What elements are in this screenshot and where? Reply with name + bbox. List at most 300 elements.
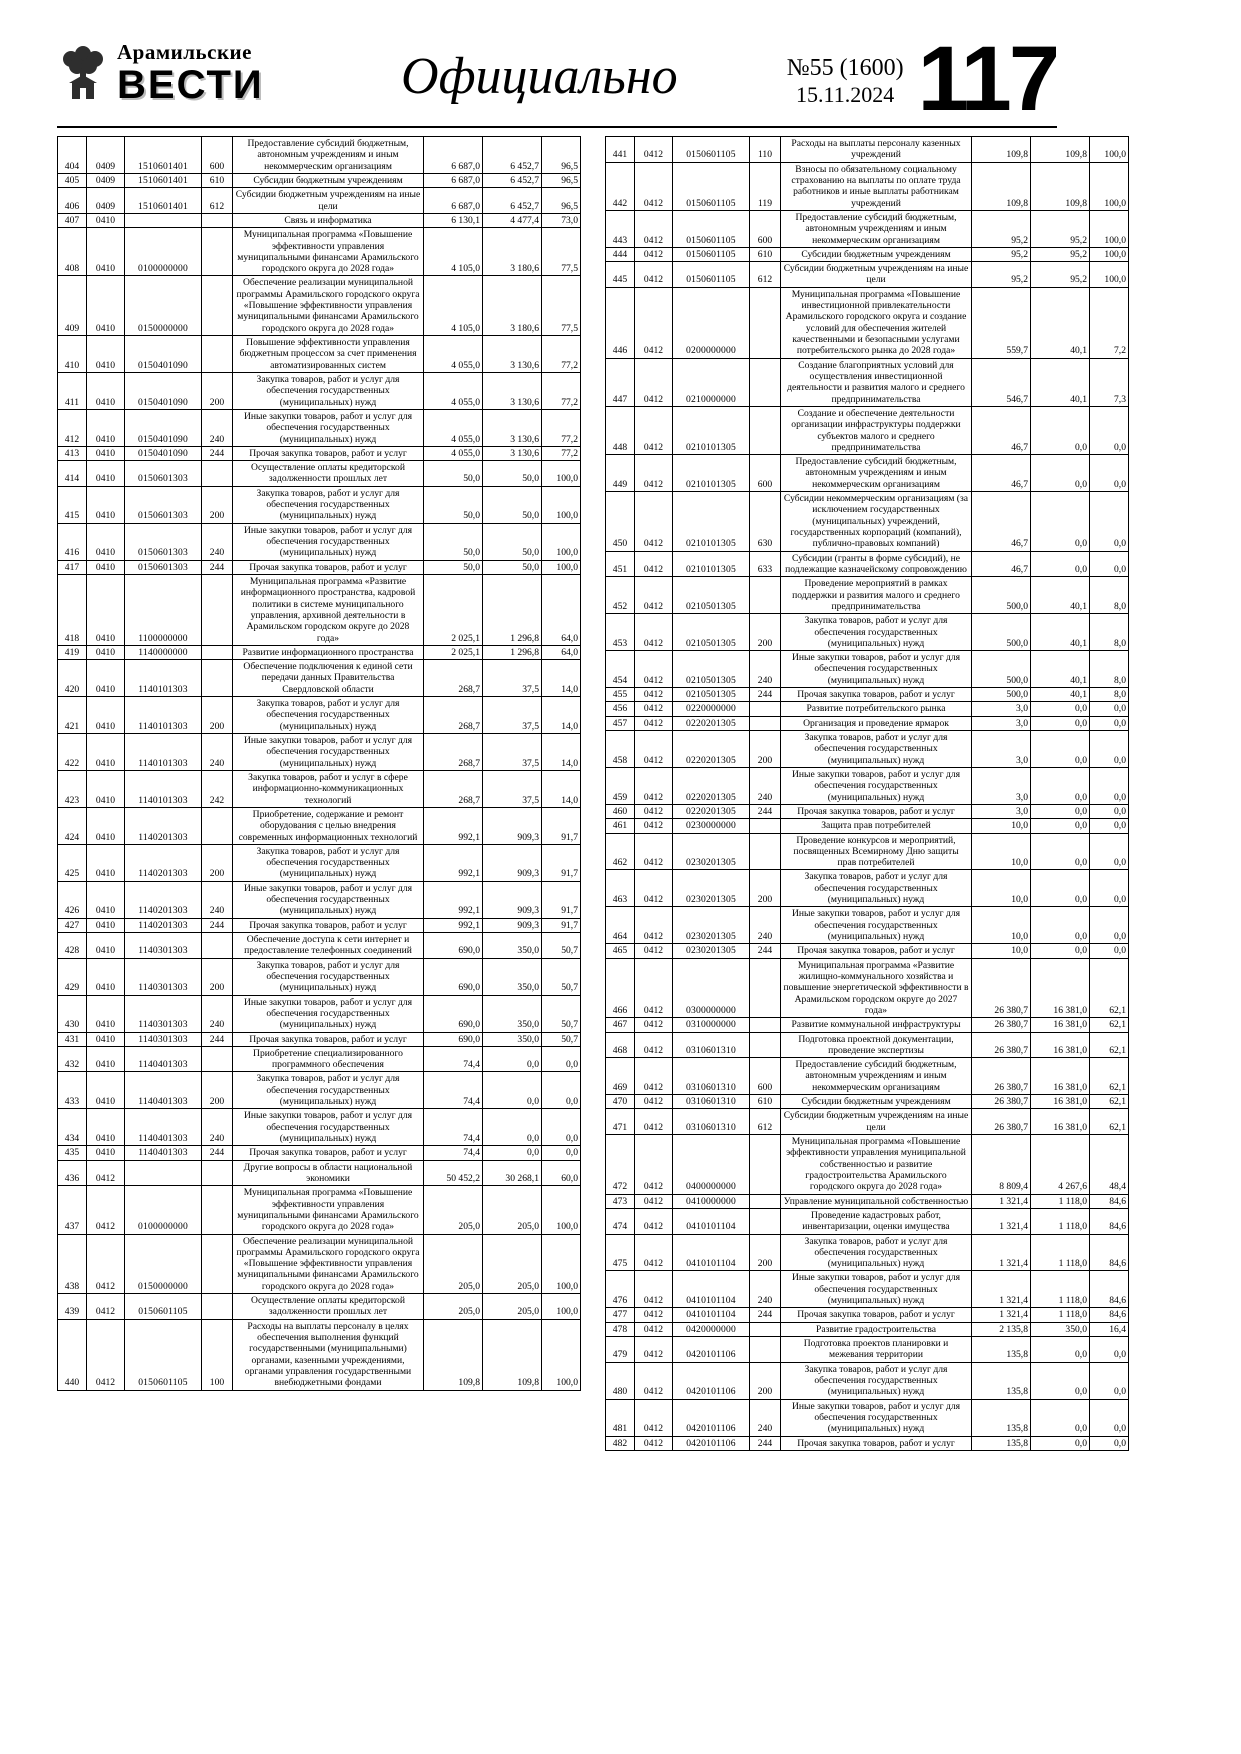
- target-article-cell: 1510601401: [125, 137, 202, 174]
- expense-type-cell: [202, 336, 233, 373]
- percent-cell: 50,7: [542, 1032, 581, 1046]
- plan-value-cell: 6 687,0: [424, 173, 483, 187]
- row-number-cell: 417: [58, 560, 87, 574]
- expense-type-cell: 612: [202, 188, 233, 214]
- expense-type-cell: [750, 358, 781, 406]
- plan-value-cell: 268,7: [424, 770, 483, 807]
- target-article-cell: 1510601401: [125, 188, 202, 214]
- row-number-cell: 456: [606, 702, 635, 716]
- plan-value-cell: 50,0: [424, 461, 483, 487]
- plan-value-cell: 46,7: [972, 455, 1031, 492]
- direction-name-cell: Создание и обеспечение деятельности организации инфраструктуры поддержки субъектов малого и среднего предпринимательства: [781, 406, 972, 454]
- section-code-cell: 0412: [635, 162, 673, 210]
- expense-type-cell: [750, 1337, 781, 1363]
- direction-name-cell: Защита прав потребителей: [781, 819, 972, 833]
- expense-type-cell: 200: [202, 1072, 233, 1109]
- section-code-cell: 0412: [635, 702, 673, 716]
- budget-table-left: [57, 136, 581, 1391]
- table-row: [606, 1135, 1129, 1195]
- fact-value-cell: 37,5: [483, 734, 542, 771]
- table-row: [58, 1294, 581, 1320]
- table-row: [58, 995, 581, 1032]
- table-row: [58, 1072, 581, 1109]
- row-number-cell: 438: [58, 1234, 87, 1294]
- target-article-cell: 0210501305: [673, 577, 750, 614]
- direction-name-cell: Иные закупки товаров, работ и услуг для обеспечения государственных (муниципальных) нужд: [233, 734, 424, 771]
- section-code-cell: 0410: [87, 372, 125, 409]
- percent-cell: 100,0: [542, 486, 581, 523]
- row-number-cell: 410: [58, 336, 87, 373]
- expense-type-cell: 244: [750, 688, 781, 702]
- expense-type-cell: 244: [750, 944, 781, 958]
- row-number-cell: 420: [58, 660, 87, 697]
- table-row: [58, 660, 581, 697]
- percent-cell: 77,2: [542, 409, 581, 446]
- percent-cell: 62,1: [1090, 1109, 1129, 1135]
- table-row: [606, 455, 1129, 492]
- row-number-cell: 429: [58, 958, 87, 995]
- table-row: [606, 137, 1129, 163]
- section-code-cell: 0410: [87, 1032, 125, 1046]
- plan-value-cell: 3,0: [972, 767, 1031, 804]
- plan-value-cell: 109,8: [972, 137, 1031, 163]
- fact-value-cell: 50,0: [483, 461, 542, 487]
- direction-name-cell: Закупка товаров, работ и услуг для обеспечения государственных (муниципальных) нужд: [233, 844, 424, 881]
- expense-type-cell: 240: [202, 409, 233, 446]
- direction-name-cell: Расходы на выплаты персоналу в целях обеспечения выполнения функций государственными (муниципальными) органами, казенными учреждениями, органами управления государственными внебюджетными фондами: [233, 1319, 424, 1390]
- direction-name-cell: Муниципальная программа «Повышение эффективности управления муниципальными финансами Арамильского городского округа до 2028 года»: [233, 1186, 424, 1234]
- percent-cell: 84,6: [1090, 1208, 1129, 1234]
- section-code-cell: 0412: [635, 767, 673, 804]
- plan-value-cell: 46,7: [972, 406, 1031, 454]
- expense-type-cell: 244: [750, 804, 781, 818]
- target-article-cell: 1140101303: [125, 770, 202, 807]
- expense-type-cell: [202, 807, 233, 844]
- expense-type-cell: 200: [202, 486, 233, 523]
- expense-type-cell: 100: [202, 1319, 233, 1390]
- direction-name-cell: Закупка товаров, работ и услуг для обеспечения государственных (муниципальных) нужд: [233, 486, 424, 523]
- table-row: [606, 1234, 1129, 1271]
- table-row: [606, 1194, 1129, 1208]
- target-article-cell: 0300000000: [673, 958, 750, 1018]
- row-number-cell: 426: [58, 881, 87, 918]
- percent-cell: 7,2: [1090, 287, 1129, 358]
- expense-type-cell: [202, 574, 233, 645]
- plan-value-cell: 1 321,4: [972, 1308, 1031, 1322]
- direction-name-cell: Проведение конкурсов и мероприятий, посвященных Всемирному Дню защиты прав потребителей: [781, 833, 972, 870]
- plan-value-cell: 4 105,0: [424, 228, 483, 276]
- row-number-cell: 480: [606, 1362, 635, 1399]
- expense-type-cell: 240: [750, 1271, 781, 1308]
- table-row: [58, 173, 581, 187]
- percent-cell: 0,0: [1090, 455, 1129, 492]
- direction-name-cell: Повышение эффективности управления бюджетным процессом за счет применения автоматизированных систем: [233, 336, 424, 373]
- target-article-cell: 0420101106: [673, 1399, 750, 1436]
- expense-type-cell: 244: [202, 918, 233, 932]
- section-code-cell: 0410: [87, 461, 125, 487]
- fact-value-cell: 0,0: [1031, 716, 1090, 730]
- target-article-cell: 1140301303: [125, 933, 202, 959]
- target-article-cell: 0220201305: [673, 767, 750, 804]
- fact-value-cell: 350,0: [483, 933, 542, 959]
- plan-value-cell: 10,0: [972, 870, 1031, 907]
- expense-type-cell: 240: [202, 734, 233, 771]
- table-row: [606, 1058, 1129, 1095]
- plan-value-cell: 500,0: [972, 577, 1031, 614]
- expense-type-cell: 610: [750, 1095, 781, 1109]
- section-code-cell: 0410: [87, 645, 125, 659]
- direction-name-cell: Другие вопросы в области национальной экономики: [233, 1160, 424, 1186]
- fact-value-cell: 109,8: [483, 1319, 542, 1390]
- target-article-cell: 0400000000: [673, 1135, 750, 1195]
- percent-cell: 91,7: [542, 807, 581, 844]
- direction-name-cell: Иные закупки товаров, работ и услуг для обеспечения государственных (муниципальных) нужд: [781, 1399, 972, 1436]
- direction-name-cell: Иные закупки товаров, работ и услуг для обеспечения государственных (муниципальных) нужд: [233, 409, 424, 446]
- plan-value-cell: 4 055,0: [424, 446, 483, 460]
- direction-name-cell: Организация и проведение ярмарок: [781, 716, 972, 730]
- expense-type-cell: 610: [202, 173, 233, 187]
- row-number-cell: 443: [606, 210, 635, 247]
- fact-value-cell: 50,0: [483, 560, 542, 574]
- fact-value-cell: 0,0: [483, 1109, 542, 1146]
- fact-value-cell: 909,3: [483, 844, 542, 881]
- row-number-cell: 453: [606, 614, 635, 651]
- percent-cell: 73,0: [542, 213, 581, 227]
- target-article-cell: 0230201305: [673, 944, 750, 958]
- percent-cell: 100,0: [542, 1319, 581, 1390]
- section-code-cell: 0409: [87, 188, 125, 214]
- percent-cell: 14,0: [542, 734, 581, 771]
- expense-type-cell: 244: [750, 1308, 781, 1322]
- fact-value-cell: 4 267,6: [1031, 1135, 1090, 1195]
- direction-name-cell: Иные закупки товаров, работ и услуг для обеспечения государственных (муниципальных) нужд: [233, 523, 424, 560]
- expense-type-cell: 240: [202, 1109, 233, 1146]
- fact-value-cell: 3 130,6: [483, 372, 542, 409]
- row-number-cell: 412: [58, 409, 87, 446]
- percent-cell: 14,0: [542, 770, 581, 807]
- expense-type-cell: [202, 1294, 233, 1320]
- expense-type-cell: [750, 1208, 781, 1234]
- fact-value-cell: 909,3: [483, 881, 542, 918]
- percent-cell: 100,0: [542, 560, 581, 574]
- header-divider: [57, 126, 1057, 128]
- plan-value-cell: 4 055,0: [424, 372, 483, 409]
- fact-value-cell: 0,0: [1031, 833, 1090, 870]
- percent-cell: 60,0: [542, 1160, 581, 1186]
- table-row: [58, 1186, 581, 1234]
- direction-name-cell: Развитие информационного пространства: [233, 645, 424, 659]
- section-code-cell: 0412: [635, 1337, 673, 1363]
- expense-type-cell: 200: [202, 844, 233, 881]
- expense-type-cell: [750, 1322, 781, 1336]
- plan-value-cell: 4 105,0: [424, 276, 483, 336]
- section-code-cell: 0410: [87, 446, 125, 460]
- expense-type-cell: 244: [202, 1146, 233, 1160]
- target-article-cell: 1140201303: [125, 807, 202, 844]
- percent-cell: 0,0: [542, 1109, 581, 1146]
- expense-type-cell: [202, 461, 233, 487]
- row-number-cell: 441: [606, 137, 635, 163]
- fact-value-cell: 30 268,1: [483, 1160, 542, 1186]
- section-code-cell: 0412: [635, 577, 673, 614]
- percent-cell: 0,0: [1090, 819, 1129, 833]
- plan-value-cell: 4 055,0: [424, 336, 483, 373]
- table-row: [58, 1234, 581, 1294]
- row-number-cell: 469: [606, 1058, 635, 1095]
- fact-value-cell: 40,1: [1031, 651, 1090, 688]
- percent-cell: 100,0: [542, 1186, 581, 1234]
- direction-name-cell: Субсидии бюджетным учреждениям на иные цели: [781, 1109, 972, 1135]
- expense-type-cell: 244: [202, 1032, 233, 1046]
- table-row: [58, 1032, 581, 1046]
- plan-value-cell: 74,4: [424, 1046, 483, 1072]
- expense-type-cell: [750, 1194, 781, 1208]
- target-article-cell: 0410101104: [673, 1308, 750, 1322]
- target-article-cell: 0150401090: [125, 446, 202, 460]
- target-article-cell: 0150601105: [673, 162, 750, 210]
- plan-value-cell: 74,4: [424, 1072, 483, 1109]
- fact-value-cell: 6 452,7: [483, 188, 542, 214]
- plan-value-cell: 95,2: [972, 210, 1031, 247]
- direction-name-cell: Подготовка проектов планировки и межевания территории: [781, 1337, 972, 1363]
- direction-name-cell: Предоставление субсидий бюджетным, автономным учреждениям и иным некоммерческим организациям: [781, 1058, 972, 1095]
- fact-value-cell: 3 130,6: [483, 446, 542, 460]
- plan-value-cell: 10,0: [972, 819, 1031, 833]
- percent-cell: 8,0: [1090, 577, 1129, 614]
- brand-name-top: Арамильские: [117, 40, 252, 64]
- row-number-cell: 468: [606, 1032, 635, 1058]
- percent-cell: 91,7: [542, 918, 581, 932]
- fact-value-cell: 0,0: [1031, 1399, 1090, 1436]
- plan-value-cell: 205,0: [424, 1294, 483, 1320]
- masthead: [57, 28, 1057, 130]
- percent-cell: 0,0: [1090, 870, 1129, 907]
- row-number-cell: 414: [58, 461, 87, 487]
- section-code-cell: 0412: [635, 819, 673, 833]
- table-row: [606, 833, 1129, 870]
- table-row: [606, 1308, 1129, 1322]
- expense-type-cell: 200: [750, 614, 781, 651]
- target-article-cell: 0150601303: [125, 461, 202, 487]
- section-code-cell: 0410: [87, 881, 125, 918]
- fact-value-cell: 16 381,0: [1031, 1032, 1090, 1058]
- direction-name-cell: Субсидии некоммерческим организациям (за исключением государственных (муниципальных) учреждений, государственных корпораций (компаний), публично-правовых компаний): [781, 492, 972, 552]
- direction-name-cell: Обеспечение реализации муниципальной программы Арамильского городского округа «Повышение эффективности управления муниципальными финансами Арамильского городского округа до 2028 года»: [233, 276, 424, 336]
- expense-type-cell: 612: [750, 262, 781, 288]
- percent-cell: 100,0: [542, 1234, 581, 1294]
- fact-value-cell: 16 381,0: [1031, 1095, 1090, 1109]
- plan-value-cell: 10,0: [972, 833, 1031, 870]
- row-number-cell: 405: [58, 173, 87, 187]
- table-row: [58, 958, 581, 995]
- plan-value-cell: 3,0: [972, 731, 1031, 768]
- fact-value-cell: 0,0: [1031, 870, 1090, 907]
- plan-value-cell: 500,0: [972, 651, 1031, 688]
- percent-cell: 0,0: [1090, 492, 1129, 552]
- percent-cell: 0,0: [1090, 907, 1129, 944]
- target-article-cell: 0210101305: [673, 406, 750, 454]
- table-row: [58, 409, 581, 446]
- plan-value-cell: 135,8: [972, 1362, 1031, 1399]
- percent-cell: 91,7: [542, 881, 581, 918]
- target-article-cell: 1140101303: [125, 734, 202, 771]
- percent-cell: 84,6: [1090, 1271, 1129, 1308]
- expense-type-cell: 244: [202, 446, 233, 460]
- plan-value-cell: 546,7: [972, 358, 1031, 406]
- direction-name-cell: Закупка товаров, работ и услуг для обеспечения государственных (муниципальных) нужд: [781, 614, 972, 651]
- table-row: [606, 731, 1129, 768]
- fact-value-cell: 0,0: [1031, 1362, 1090, 1399]
- section-code-cell: 0412: [635, 1194, 673, 1208]
- plan-value-cell: 992,1: [424, 844, 483, 881]
- percent-cell: 62,1: [1090, 1018, 1129, 1032]
- section-code-cell: 0412: [635, 262, 673, 288]
- plan-value-cell: 2 135,8: [972, 1322, 1031, 1336]
- row-number-cell: 416: [58, 523, 87, 560]
- direction-name-cell: Закупка товаров, работ и услуг для обеспечения государственных (муниципальных) нужд: [781, 1234, 972, 1271]
- percent-cell: 0,0: [1090, 551, 1129, 577]
- expense-type-cell: 240: [202, 995, 233, 1032]
- fact-value-cell: 0,0: [483, 1072, 542, 1109]
- expense-type-cell: [750, 702, 781, 716]
- section-code-cell: 0409: [87, 173, 125, 187]
- row-number-cell: 458: [606, 731, 635, 768]
- target-article-cell: [125, 213, 202, 227]
- table-row: [58, 645, 581, 659]
- percent-cell: 100,0: [1090, 137, 1129, 163]
- row-number-cell: 428: [58, 933, 87, 959]
- target-article-cell: 1510601401: [125, 173, 202, 187]
- row-number-cell: 436: [58, 1160, 87, 1186]
- target-article-cell: 1140101303: [125, 660, 202, 697]
- direction-name-cell: Прочая закупка товаров, работ и услуг: [233, 918, 424, 932]
- expense-type-cell: 240: [750, 907, 781, 944]
- fact-value-cell: 95,2: [1031, 262, 1090, 288]
- percent-cell: 0,0: [1090, 767, 1129, 804]
- table-row: [606, 1095, 1129, 1109]
- expense-type-cell: 200: [750, 1234, 781, 1271]
- percent-cell: 0,0: [1090, 731, 1129, 768]
- row-number-cell: 408: [58, 228, 87, 276]
- expense-type-cell: 240: [750, 651, 781, 688]
- direction-name-cell: Иные закупки товаров, работ и услуг для обеспечения государственных (муниципальных) нужд: [781, 1271, 972, 1308]
- table-row: [606, 907, 1129, 944]
- plan-value-cell: 26 380,7: [972, 1032, 1031, 1058]
- percent-cell: 100,0: [1090, 247, 1129, 261]
- row-number-cell: 472: [606, 1135, 635, 1195]
- percent-cell: 7,3: [1090, 358, 1129, 406]
- fact-value-cell: 1 118,0: [1031, 1308, 1090, 1322]
- target-article-cell: [125, 1160, 202, 1186]
- direction-name-cell: Иные закупки товаров, работ и услуг для обеспечения государственных (муниципальных) нужд: [781, 767, 972, 804]
- section-code-cell: 0412: [635, 1058, 673, 1095]
- direction-name-cell: Предоставление субсидий бюджетным, автономным учреждениям и иным некоммерческим организациям: [233, 137, 424, 174]
- direction-name-cell: Субсидии бюджетным учреждениям: [781, 247, 972, 261]
- fact-value-cell: 909,3: [483, 918, 542, 932]
- direction-name-cell: Субсидии бюджетным учреждениям: [781, 1095, 972, 1109]
- plan-value-cell: 109,8: [424, 1319, 483, 1390]
- plan-value-cell: 1 321,4: [972, 1234, 1031, 1271]
- section-code-cell: 0410: [87, 276, 125, 336]
- direction-name-cell: Прочая закупка товаров, работ и услуг: [781, 804, 972, 818]
- table-row: [606, 1436, 1129, 1450]
- percent-cell: 50,7: [542, 995, 581, 1032]
- fact-value-cell: 37,5: [483, 660, 542, 697]
- section-code-cell: 0412: [635, 1095, 673, 1109]
- fact-value-cell: 1 118,0: [1031, 1271, 1090, 1308]
- row-number-cell: 406: [58, 188, 87, 214]
- fact-value-cell: 6 452,7: [483, 137, 542, 174]
- table-row: [58, 1319, 581, 1390]
- direction-name-cell: Приобретение, содержание и ремонт оборудования с целью внедрения современных информационных технологий: [233, 807, 424, 844]
- section-code-cell: 0410: [87, 958, 125, 995]
- row-number-cell: 413: [58, 446, 87, 460]
- target-article-cell: 0210101305: [673, 551, 750, 577]
- percent-cell: 0,0: [1090, 944, 1129, 958]
- plan-value-cell: 135,8: [972, 1337, 1031, 1363]
- expense-type-cell: 200: [750, 1362, 781, 1399]
- fact-value-cell: 1 118,0: [1031, 1208, 1090, 1234]
- row-number-cell: 481: [606, 1399, 635, 1436]
- plan-value-cell: 1 321,4: [972, 1271, 1031, 1308]
- table-row: [606, 819, 1129, 833]
- table-row: [58, 446, 581, 460]
- row-number-cell: 466: [606, 958, 635, 1018]
- section-code-cell: 0412: [635, 1362, 673, 1399]
- target-article-cell: 0150401090: [125, 336, 202, 373]
- fact-value-cell: 350,0: [483, 995, 542, 1032]
- table-row: [606, 870, 1129, 907]
- expense-type-cell: [750, 406, 781, 454]
- plan-value-cell: 26 380,7: [972, 958, 1031, 1018]
- section-code-cell: 0410: [87, 560, 125, 574]
- direction-name-cell: Предоставление субсидий бюджетным, автономным учреждениям и иным некоммерческим организациям: [781, 455, 972, 492]
- row-number-cell: 477: [606, 1308, 635, 1322]
- direction-name-cell: Управление муниципальной собственностью: [781, 1194, 972, 1208]
- plan-value-cell: 46,7: [972, 492, 1031, 552]
- table-row: [606, 1399, 1129, 1436]
- fact-value-cell: 37,5: [483, 770, 542, 807]
- target-article-cell: 0210501305: [673, 614, 750, 651]
- fact-value-cell: 0,0: [1031, 731, 1090, 768]
- table-row: [606, 1362, 1129, 1399]
- plan-value-cell: 74,4: [424, 1146, 483, 1160]
- row-number-cell: 433: [58, 1072, 87, 1109]
- target-article-cell: 1140201303: [125, 918, 202, 932]
- fact-value-cell: 205,0: [483, 1186, 542, 1234]
- row-number-cell: 451: [606, 551, 635, 577]
- table-row: [58, 918, 581, 932]
- row-number-cell: 475: [606, 1234, 635, 1271]
- table-row: [606, 358, 1129, 406]
- plan-value-cell: 135,8: [972, 1436, 1031, 1450]
- target-article-cell: 0100000000: [125, 1186, 202, 1234]
- direction-name-cell: Обеспечение реализации муниципальной программы Арамильского городского округа «Повышение эффективности управления муниципальными финансами Арамильского городского округа до 2028 года»: [233, 1234, 424, 1294]
- section-code-cell: 0410: [87, 844, 125, 881]
- row-number-cell: 454: [606, 651, 635, 688]
- issue-date: 15.11.2024: [796, 82, 895, 107]
- target-article-cell: 0310601310: [673, 1095, 750, 1109]
- section-code-cell: 0410: [87, 918, 125, 932]
- fact-value-cell: 6 452,7: [483, 173, 542, 187]
- row-number-cell: 434: [58, 1109, 87, 1146]
- plan-value-cell: 500,0: [972, 614, 1031, 651]
- expense-type-cell: [750, 1032, 781, 1058]
- row-number-cell: 452: [606, 577, 635, 614]
- direction-name-cell: Закупка товаров, работ и услуг для обеспечения государственных (муниципальных) нужд: [781, 1362, 972, 1399]
- fact-value-cell: 205,0: [483, 1234, 542, 1294]
- table-row: [58, 1160, 581, 1186]
